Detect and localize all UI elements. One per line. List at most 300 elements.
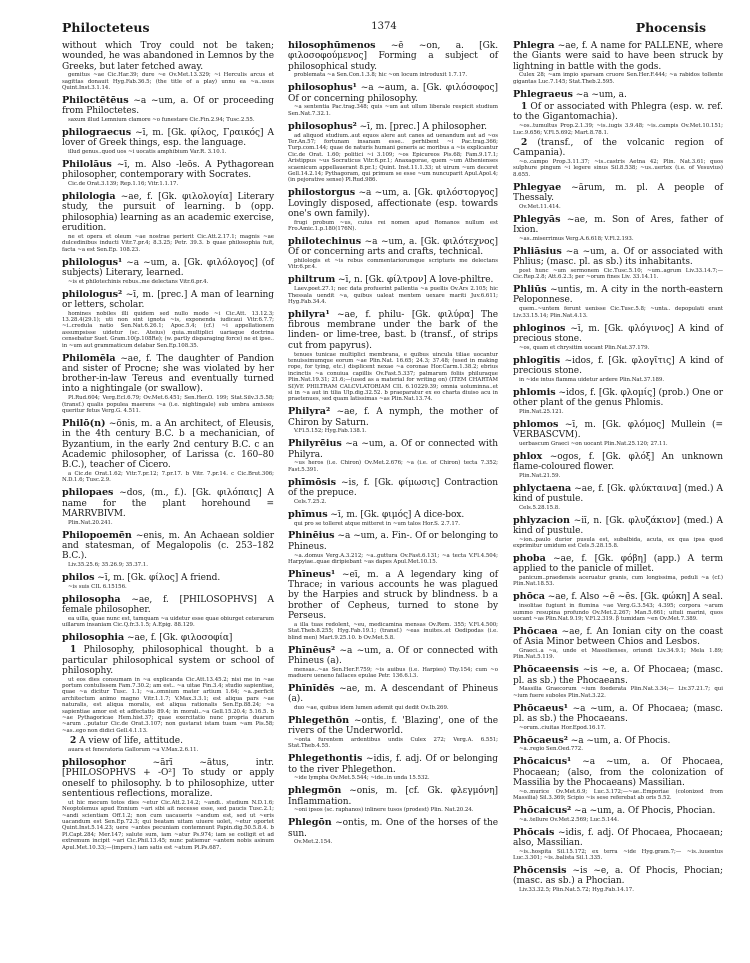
entry-definition: ~ogos, f. [Gk. φλόξ] An unknown flame-coloured flower. [513,451,723,472]
entry-headword: Phōcaea [513,625,558,637]
entry-definition: ~ae, f. [Gk. φόβη] (app.) A term applied to the panicle of millet. [513,553,723,575]
entry-citations: Liv.35.25.6; 35.26.9; 35.37.1. [68,561,148,568]
entry-headword: phlegmōn [288,785,342,797]
entry-headword: phīmus [288,508,328,520]
sense-number: 2 [70,736,77,747]
entry-headword: philotechinus [288,235,362,247]
entry-citations: Graeci..a ~a, unde et Massilienses, oriundi Liv.34.9.1; Mela 1.89; Plin.Nat.5.119. [513,647,723,661]
entry-definition: ~untis, m. A city in the north-eastern Peloponnese. [513,285,723,306]
dictionary-entry [288,478,498,506]
dictionary-entry [62,633,274,754]
entry-definition-line [288,439,498,460]
entry-definition-line [288,122,498,132]
entry-definition: ~ae, m. A descendant of Phineus (a). [288,683,499,705]
dictionary-entry [62,573,274,590]
entry-definition-line [288,478,498,499]
entry-definition: ~is ~e, a. Of Phocaea; (masc. pl. as sb.) the Phocaeans. [513,665,724,686]
entry-headword: Phlegōn [288,817,332,829]
entry-citations: insolitae fugiunt in flumina ~ae Verg.G.3.543; 4.395; corpora ~arum summo resupina profundo Ov.Met.2.267; Man.5.661; uituli marini, quos uocant ~as Plin.Nat.9.19; V.Fl.2.319. β tumidam ~en Ov.Met.7.389. [513,603,723,622]
entry-definition-line [513,806,723,816]
entry-definition: ~is, f. [Gk. φίμωσις] Contraction of the prepuce. [288,477,498,499]
entry-headword: philopaes [62,487,114,499]
entry-citations: quem..~untem ferunt uenisse Cic.Tusc.5.8; ~unta.. depopulati erant Liv.33.15.14; Plin.Nat.4.13. [513,306,723,319]
dictionary-entry [288,83,498,117]
entry-definition-line [513,704,723,725]
entry-citations: Pl.Rud.604; Verg.Ecl.6.79; Ov.Met.6.451; Sen.Her.O. 199; Stat.Silv.3.5.58; (transf.) qualis populea maerens ~a (i.e. nightingale) sub umbra amissos queritur fetus Verg.G. 4.511. [62,395,274,415]
entry-definition-line [62,160,274,181]
dictionary-entry [62,595,274,629]
entry-definition-line [62,633,274,643]
sense-text: Of or associated with Phlegra (esp. w. ref. to the Gigantomachia). [513,102,723,123]
entry-headword: Phīneus¹ [288,568,336,580]
entry-definition: ~a ~um, a. [Gk. φιλόλογος] (of subjects) Literary, learned. [62,257,275,278]
entry-definition: ~a ~um, a. Of Phocis, Phocian. [574,806,716,817]
entry-citations: Cels.7.25.2. [294,498,327,505]
entry-definition-line [513,736,723,746]
entry-headword: phlogītis [513,354,561,366]
entry-headword: Philomēla [62,352,116,364]
sense-number: 2 [521,137,528,148]
entry-citations: Massilia Graecorum ~ium foederata Plin.Nat.3.34;— Liv.37.21.7; qui ~ium fuere suboles Plin.Nat.3.22. [513,686,723,699]
entry-headword: Phōcensis [513,865,567,877]
entry-definition-line [288,818,498,839]
entry-citations: Plin.Nat.20.241. [68,519,113,526]
entry-headword: phlyctaena [513,482,572,494]
dictionary-entry [288,818,498,846]
entry-definition-line [62,488,274,519]
entry-citations: ~a..domus Verg.A.3.212; ~a..guttura Ov.Fast.6.131; ~a tecta V.Fl.4.504; Harpyiae..quae diripiebant ~as dapes Apul.Met.10.15. [288,552,498,565]
entry-definition: ~ae, f. [Gk. φιλοσοφία] [126,632,233,643]
dictionary-entry [513,866,723,894]
entry-sense [62,645,274,676]
dictionary-entry [513,806,723,823]
entry-definition: ~a ~um, a. Of or associated with Phlius; (masc. pl. as sb.) its inhabitants. [513,246,723,268]
entry-definition: ~dos, (m., f.). [Gk. φιλόπαις] A name for the plant horehound = MARRVBIVM. [62,488,274,519]
entry-headword: Phinēius [288,530,335,542]
entry-citations: a Cic.de Orat.1.62; Vitr.7.pr.12; 7.pr.17. b Vitr. 7.pr.14. c Cic.Brut.306; N.D.1.6; Tusc.2.9. [62,470,274,484]
entry-citations: ut hic mecum totos dies ~etur Cic.Att.2.14.2; ~andi.. studium N.D.1.6; Neoptolemus apud Ennium ~ari sibi ait necesse esse, sed paucis Tusc.2.1; ~andi scientiam Off.1.2; non cum uacaueris ~andum est, sed ut ~eris uacandum est Sen.Ep.72.3; qui beatam uitam uiuere uolet, ~etur oportet Quint.Inst.5.14.23; uere ~antes pecuniam contemnunt Papin.dig.50.5.8.4. b Pl.Capt.284; Mer.147; salute sum, iam ~atur Ps.974; iam se coiligit et ad extremum incipit ~ari Cic.Phil.13.45; nunc patiemur ~antem nobis asinum Apul.Met.10.33;—(impers.) iam satis est ~atum Pl.Ps.687. [62,799,274,851]
entry-definition-line [288,407,498,428]
sense-citations: ~o..campo Prop.3.11.37; ~is..castris Aetna 42; Plin. Nat.3.61; quos sulphure pingum ~i legere sinus Sil.8.538; ~us..uertex (i.e. of Vesuvius) 8.655. [513,159,723,178]
entry-citations: V.Fl.5.152; Hyg.Fab.138.1. [294,428,367,435]
dictionary-entry [288,510,498,527]
dictionary-entry [62,531,274,569]
entry-citations: homines nobiles illi quidem sed nullo modo ~i Cic.Att. 13.12.3; 13.28.4(29.1); uti non sint ignota ~is, exponenda iudicaui Vitr.6.7.7; ~i..credula natio Sen.Nat.6.26.1; Apoc.5.4; (cf.) ~i appellationem assumpsisse uidetur (sc. Ateius) quia..multiplici uariaque doctrina censebatur Suet. Gram.10(p.108Re); (w. partly disparaging force) ne et ipse.. in ~um aut grammaticum delabar Sen.Ep.108.35. [62,310,274,349]
entry-definition-line [62,531,274,562]
dictionary-entry [513,516,723,550]
dictionary-entry [62,488,274,526]
dictionary-entry [62,41,274,92]
entry-citations: uerbascum Graeci ~on uocant Plin.Nat.25.120; 27.11. [519,440,668,447]
entry-citations: ~o..murice Ov.Met.6.9; Luc.3.172;—~ae..Emporiae (colonized from Massilia) Sil.3.369; Scipio ~is sese referebat ab oris 5.52. [513,788,723,802]
entry-definition: ~ī, m. [Gk. φιμός] A dice-box. [330,509,465,520]
entry-definition: ~ontis, f. 'Blazing', one of the rivers of the Underworld. [288,715,499,737]
entry-definition: ~ī, m. [Gk. φίλος, Γραικός] A lover of Greek things, esp. the language. [62,128,275,149]
entry-definition: ~iī, n. [Gk. φλυζάκιον] (med.) A kind of pustule. [513,515,723,536]
dictionary-entry [513,736,723,753]
entry-citations: Laev.poet.27.1; nec data profuerint pallentia ~a puellis Ov.Ars 2.105; hic Thessala uendit ~a, quibus ualeat mentem uexare mariti Juv.6.611; Hyg.Fab.34.4. [288,286,498,305]
dictionary-entry [513,285,723,319]
entry-headword: hilosophūmenos [288,40,376,51]
entry-headword: Philoctētēus [62,95,129,107]
dictionary-entry [62,128,274,156]
entry-citations: Cic.de Orat.3.139; Rep.1.16; Vitr.1.1.17. [68,181,179,188]
entry-headword: Phōcaicus¹ [513,756,572,768]
dictionary-entry [62,290,274,350]
entry-definition: ~idos, f. [Gk. φλομίς] (prob.) One or other plant of the genus Phlomis. [513,387,724,408]
entry-definition: ~ī, m. [prec.] A man of learning or letters, scholar. [62,289,275,310]
entry-citations: duo ~ae, quibus idem lumen ademit qui dedit Ov.Ib.269. [294,705,449,712]
entry-definition-line [62,96,274,117]
entry-citations: Ov.Met.11.414. [519,203,561,210]
entry-definition: ~a ~um, a. [575,89,627,100]
entry-headword: philologia [62,191,116,203]
entry-definition: ~idos, f. [Gk. φλογῖτις] A kind of precious stone. [513,355,723,376]
entry-definition-line [513,324,723,345]
entry-definition-line [62,128,274,149]
entry-sense [513,138,723,159]
dictionary-entry [288,188,498,232]
dictionary-entry [288,716,498,750]
entry-citations: post hunc ~um sermonem Cic.Tusc.5.10; ~um..agrum Liv.33.14.7;—Cic.Rep.2.8; Att.6.2.3; per ~orum fines Liv. 33.14.11. [513,267,723,281]
entry-definition-line [513,247,723,268]
entry-headword: Phīnīdēs [288,682,335,694]
entry-definition-line [62,41,274,72]
entry-headword: Phōcaeus² [513,734,568,746]
entry-headword: phoba [513,552,546,564]
dictionary-entry [513,247,723,281]
dictionary-entry [513,704,723,732]
running-header [62,20,706,40]
entry-definition-line [513,90,723,100]
entry-definition-line [288,310,498,351]
dictionary-entry [288,684,498,712]
entry-definition: ~ae, m. Son of Ares, father of Ixion. [513,214,723,236]
dictionary-entry [62,354,274,415]
entry-definition-line [513,554,723,575]
entry-headword: philosopha [62,593,121,605]
dictionary-entry [62,96,274,124]
dictionary-entry [513,215,723,243]
column-2 [288,41,498,850]
entry-definition-line [513,828,723,849]
entry-definition-line [513,285,723,306]
entry-definition: ~ārum, m. pl. A people of Thessaly. [513,182,724,204]
entry-definition: ~a ~um, a. Of Phocaea, Phocaean; (also, from the colonization of Massilia by the Phocaeans) Massilian. [513,757,724,788]
entry-headword: Phōcaeensis [513,664,579,676]
dictionary-entry [62,258,274,286]
entry-headword: philos [62,571,95,583]
entry-definition-line [513,420,723,441]
sense-number: 1 [521,102,528,112]
dictionary-entry [513,41,723,85]
entry-definition-line [513,183,723,204]
entry-citations: ~a..regio Sen.Oed.772. [519,746,583,753]
dictionary-entry [513,757,723,801]
entry-definition: ~a ~um, a. Of Phocaea; (masc. pl. as sb.) the Phocaeans. [513,703,723,724]
entry-definition: without which Troy could not be taken; wounded, he was abandoned in Lemnos by the Greeks, but later fetched away. [62,41,274,72]
entry-headword: Phliāsius [513,245,562,257]
entry-citations: tenues tunicae multiplici membrana, e quibus uincula tiliae uocantur tenuissimumque eorum ~ae Plin.Nat. 16.65; 24.3; 37.48; (used in making rope, for tying, etc.) displicent nexae ~a coronae Hor.Carm.1.38.2; ebrius incinctis ~a conuiua capillis Ov.Fast.5.337; palmarum foliis philuraque Plin.Nat.19.31; 21.6;—(used as a material for writing on) (ITEM CHARTAM SI)VE PHILTRAM CALCVLATORIAM CIL 6.10229.39; omnia uoluminna..et si in ~a aut in tilia Ulp.dig.32.52. b praeparatur ex eo charta diuiso acu in praetenues, sed quam latissimas ~as Plin.Nat.13.74. [288,351,498,403]
entry-definition: ~a ~um, a. Of Phocis. [570,735,671,746]
entry-definition: ~ae, f. The daughter of Pandion and sister of Procne; she was violated by her brother-in-law Tereus and eventually turned into a nightingale (or swallow). [62,353,275,395]
entry-citations: philologis et ~is rebus commentariorumque scripturis me delectans Vitr.6.pr.4. [288,258,498,271]
entry-citations: Liv.33.32.5; Plin.Nat.5.72; Hyg.Fab.14.17. [519,887,634,894]
entry-definition-line [62,595,274,616]
entry-definition-line [62,354,274,395]
entry-definition: ~a ~um, a. Of or proceeding from Philoctetes. [62,96,275,117]
entry-definition-line [513,215,723,236]
entry-definition-line [288,570,498,621]
entry-definition-line [513,388,723,409]
entry-citations: Plin.Nat.25.121. [519,408,564,415]
dictionary-entry [288,122,498,184]
dictionary-entry [288,407,498,435]
dictionary-entry [513,183,723,211]
left-guideword: Philocteteus [62,20,150,35]
entry-definition: ~ōnis, m. a An architect, of Eleusis, in the 4th century B.C. b a mechanician, of Byzantium, in the early 2nd century B.C. c an Academic philosopher, of Larissa (c. 160–80 B.C.), teacher of Cicero. [62,418,274,471]
entry-citations: Plin.Nat.21.59. [519,472,561,479]
entry-citations: ~as..miserrimus Verg.A.6.618; V.Fl.2.193. [519,235,634,242]
entry-definition: ~ī, m. [prec.] A philosopher. [359,121,487,132]
entry-headword: phīmōsis [288,476,336,488]
entry-definition: ~ae, f. Also ~ē ~ēs. [Gk. φώκη] A seal. [547,592,723,603]
dictionary-entry [62,419,274,484]
entry-citations: ~os, quam et chrysitim uocant Plin.Nat.37.179. [519,344,650,351]
entry-definition-line [288,716,498,737]
dictionary-entry [288,646,498,680]
entry-citations: ne et opera et oleum ~ae nostrae perierit Cic.Att.2.17.1; magnis ~ae dulcedinibus inducti Vitr.7.pr.4; 8.3.25; Petr. 39.3. b quae philosophia fuit, facta ~a est Sen.Ep. 108.23. [62,233,274,253]
entry-definition-line [513,516,723,537]
entry-definition: ~ae, f. [Gk. φλύκταινα] (med.) A kind of pustule. [513,483,724,504]
entry-definition-line [288,531,498,552]
entry-definition-line [62,192,274,233]
entry-definition: ~a ~um, a. [Gk. φιλότεχνος] Of or concerning arts and crafts, technical. [288,236,499,258]
dictionary-entry [513,828,723,862]
entry-definition-line [288,188,498,219]
entry-definition-line [513,627,723,648]
entry-headword: Phlegethontis [288,753,363,765]
entry-definition-line [513,665,723,686]
entry-citations: ~onta furentem ardentibus undis Culex 272; Verg.A. 6.551; Stat.Theb.4.55. [288,737,498,750]
entry-definition: ~ī, n. [Gk. φίλτρον] A love-philtre. [338,275,494,286]
entry-headword: philologus¹ [62,256,123,268]
entry-definition: ~onis, m. [cf. Gk. φλεγμόνη] Inflammation. [288,786,499,807]
entry-headword: phlyzacion [513,514,570,526]
entry-definition: ~ē ~on, a. [Gk. φιλοσοφούμενος] Forming a subject of philosophical study. [288,41,498,72]
entry-definition: ~a ~um, a. Of or connected with Philyra. [288,439,499,460]
entry-definition-line [288,83,498,104]
dictionary-entry [513,420,723,448]
dictionary-entry [62,758,274,851]
sense-text: A view of life, attitude. [79,736,183,747]
entry-definition: ~ae, f. [Gk. φιλολογία] Literary study, the pursuit of learning. b (opp. philosophia) learning as an academic exercise, erudition. [62,192,275,233]
entry-citations: a illa tuas redolent, ~eu, medicamina mensas Ov.Rem. 355; V.Fl.4.500; Stat.Theb.8.255; Hyg.Fab.19.1; (transf.) ~eas inuites..et Oedipodas (i.e. blind men) Mart.9.25.10. b Ov.Met.5.8. [288,621,498,641]
dictionary-entry [288,570,498,641]
entry-citations: gemitus ~ae Cic.Har.39; dure ~e Ov.Met.13.329; ~i Herculis arcus et sagittas donauit Hyg.Fab.36.5; (the title of a play) unnu ea ~a..usus Quint.Inst.3.1.14. [62,72,274,92]
entry-citations: Ov.Met.2.154. [294,839,333,846]
dictionary-entry [288,237,498,271]
entry-headword: Philō(n) [62,417,106,429]
entry-definition: ~ī, m. [Gk. φίλος] A friend. [97,572,221,583]
dictionary-entry [513,388,723,416]
entry-headword: philtrum [288,274,336,286]
entry-citations: ~is suis CIL 6.15156. [68,583,127,590]
entry-citations: saxum illud Lemnium clamore ~o funestare Cic.Fin.2.94; Tusc.2.55. [68,117,255,124]
entry-definition: ~idis, f. adj. Of or belonging to the river Phlegethon. [288,754,498,775]
entry-citations: illud genus..quod uos ~i uocatis amphibium Var.R. 3.10.1. [68,149,227,156]
right-guideword: Phocensis [635,20,706,35]
column-1 [62,41,274,855]
sense-text: Philosophy, philosophical thought. b a particular philosophical system or school of philosophy. [62,645,274,676]
dictionary-entry [288,531,498,565]
entry-definition-line [62,573,274,583]
entry-headword: phlomos [513,418,559,430]
entry-definition: ~a ~um, a. [Gk. φιλόστοργος] Lovingly disposed, affectionate (esp. towards one's own family). [288,188,498,219]
entry-definition-line [513,757,723,788]
dictionary-entry [513,484,723,512]
dictionary-entry [62,160,274,188]
dictionary-entry [288,275,498,305]
entry-definition: ~ae, f. An Ionian city on the coast of Asia Minor between Chios and Lesbos. [513,626,724,648]
entry-citations: ~is..hospita Sil.15.172; ex terra ~ide Hyg.gram.7;— ~is..iuuentus Luc.3.301; ~is..balista Sil.1.335. [513,848,723,862]
entry-headword: Phōcais [513,826,555,838]
entry-headword: philosophia [62,631,125,643]
entry-definition: ~a ~um, a. Of or connected with Phineus (a). [288,645,499,666]
entry-headword: Phīnēus² [288,644,336,656]
entry-citations: ~is et philotechinis rebus..me delectans Vitr.6.pr.4. [68,278,209,285]
entry-headword: phlomis [513,386,556,398]
entry-citations: ~oni ipsos (sc. raphanos) inlinere tusos (prodest) Plin. Nat.20.24. [294,807,474,814]
column-3 [513,41,723,898]
entry-citations: ~us heros (i.e. Chiron) Ov.Met.2.676; ~a (i.e. of Chiron) tecta 7.352; Fast.5.391. [288,460,498,473]
dictionary-entry [513,90,723,179]
entry-citations: ~a sententia Pac.trag.348; quis ~um aut ullum liberale respicit studium Sen.Nat.7.32.1. [288,104,498,117]
entry-headword: Phlegraeus [513,88,573,100]
dictionary-entry [62,192,274,253]
entry-headword: philosophus¹ [288,82,357,94]
dictionary-entry [288,754,498,782]
entry-definition-line [288,754,498,775]
entry-citations: ea uilla, quae nunc est, tamquam ~a uidetur esse quae obiurget ceterarum uillarum insaniam Cic.Q.fr.3.1.5; A.Epig. 88.129. [62,615,274,629]
entry-definition: ~ae, f. A name for PALLENE, where the Giants were said to have been struck by lightning in battle with the gods. [513,41,724,72]
entry-headword: Philyrēius [288,438,342,450]
dictionary-entry [513,324,723,352]
dictionary-entry [288,439,498,473]
sense-citations: ut eos dies consumam in ~a explicanda Cic.Att.13.45.2; nisi me in ~ae portum contulissem Fam.7.30.2; am est.. ~a uitae Fin.3.4; studio sapientiae, quae ~a dicitur Tusc. 1.1; ~a..omnium mater artium 1.64; ~a..perficit architectum animo magno Vitr.1.1.7; V.Max.3.3.1; est aliqua pars ~ae naturalis, est aliqua moralis, est aliqua rationalis Sen.Ep.88.24; ~a sapientiae amor est et adfectatio 89.4; in morali..~a Gell.15.20.4; 5.16.5. b ~ae Pythagoricae Hem.hist.37; quae exercitatio nunc propria duarum ~arum ..putatur Cic.de Orat.3.107; non gustarat istam tuam ~am Pis.58; ~as..ego non didici Gell.4.1.13. [62,676,274,734]
entry-definition: ~is ~e, a. Of Phocis, Phocian; (masc. as sb.) a Phocian. [513,866,723,887]
entry-definition: ~eī, m. a A legendary king of Thrace; in various accounts he was plagued by the Harpies and struck by blindness. b a brother of Cepheus, turned to stone by Perseus. [288,569,499,622]
entry-definition: ~ontis, m. One of the horses of the sun. [288,818,499,839]
entry-citations: ~ion..paulo durior pusula est, subalbida, acuta, ex qua ipsa quod exprimitur umidum est Cels.5.28.15.8. [513,536,723,550]
entry-definition: ~ī, m. [Gk. φλόμος] Mullein (= VERBASCVM). [513,419,724,440]
dictionary-entry [288,41,498,79]
entry-definition: ~ae, f. [PHILOSOPHVS] A female philosopher. [62,594,274,615]
entry-definition-line [513,452,723,473]
dictionary-entry [288,310,498,403]
entry-definition-line [513,41,723,72]
entry-definition: ~ārī ~ātus, intr. [PHILOSOPHVS + -O²] To study or apply oneself to philosophy. b to philosophize, utter sententious reflections, moralize. [62,758,274,799]
entry-definition-line [62,290,274,311]
entry-headword: phloginos [513,322,566,334]
dictionary-entry [513,665,723,699]
dictionary-entry [513,452,723,480]
entry-citations: qui pro se tolleret atque mitteret in ~um talos Hor.S. 2.7.17. [294,520,460,527]
entry-headword: philograecus [62,127,132,139]
entry-headword: Phliūs [513,284,547,296]
entry-definition: ~a ~um, a. Fin-. Of or belonging to Phineus. [288,531,498,552]
entry-definition-line [288,237,498,258]
entry-citations: Culex 28; ~am impio sparsam cruore Sen.Her.F.444; ~a rabidos tollente gigantas Luc.7.145; Stat.Theb.2.595. [513,72,723,85]
entry-citations: ~orum..ciuitas Hor.Epod.16.17. [519,724,606,731]
entry-headword: Philopoemēn [62,529,132,541]
entry-headword: phōca [513,591,545,603]
sense-text: (transf., of the volcanic region of Campania). [513,137,723,159]
entry-definition: ~idis, f. adj. Of Phocaea, Phocaean; also, Massilian. [513,827,723,849]
entry-definition-line [513,484,723,505]
entry-citations: panicum..praedensis aceruatur granis, cum longissima, peduli ~a (cf.) Plin.Nat.18.53. [513,575,723,588]
entry-definition-line [288,275,498,285]
entry-citations: frugi probum ~us, cuius rei nomen apud Romanos nullum est Fro.Amic.1.p.180(176N). [288,219,498,233]
entry-headword: Phōcaicus² [513,805,572,817]
entry-definition: ~enis, m. An Achaean soldier and statesman, of Megalopolis (c. 253–182 B.C.). [62,530,275,562]
entry-headword: Phlegyās [513,213,561,225]
entry-citations: ~ide lympha Ov.Met.5.544; ~ide..in unda 15.532. [294,775,430,782]
entry-definition: ~ae, f. philu- [Gk. φιλύρα] The fibrous membrane under the bark of the linden- or lime-tree, bast. b (transf., of strips cut from papyrus). [288,309,498,351]
entry-sense [62,736,274,746]
entry-headword: Phlegra [513,40,555,51]
entry-headword: philologus² [62,288,123,300]
entry-headword: philyra¹ [288,308,330,320]
dictionary-entry [513,592,723,622]
dictionary-entry [513,554,723,588]
entry-headword: philosophor [62,757,126,768]
dictionary-entry [513,356,723,384]
entry-headword: philostorgus [288,187,356,199]
entry-definition-line [288,786,498,807]
entry-citations: mensas..~as Sen.Her.F.759; ~is auibus (i.e. Harpies) Thy.154; cum ~o maduere ueneno fallaces epulae Petr. 136.6.l.3. [288,666,498,680]
entry-citations: ~a..tellure Ov.Met.2.569; Luc.5.144. [519,816,619,823]
entry-definition: ~ī, m. Also -leōs. A Pythagorean philosopher, contemporary with Socrates. [62,160,275,181]
entry-sense [513,102,723,123]
entry-headword: phlox [513,450,543,462]
entry-definition-line [513,592,723,602]
entry-definition: ~ae, f. A nymph, the mother of Chiron by Saturn. [288,407,498,428]
entry-definition: ~ī, m. [Gk. φλόγινος] A kind of precious stone. [513,323,724,344]
entry-definition-line [62,758,274,799]
entry-definition: ~a ~aum, a. [Gk. φιλόσοφος] Of or concerning philosophy. [288,83,498,104]
entry-definition-line [288,510,498,520]
entry-headword: Philolāus [62,159,112,171]
entry-headword: Philyra² [288,406,331,418]
page-number: 1374 [371,21,397,32]
entry-citations: problemata ~a Sen.Con.1.3.8; hic ~on locum introduxit 1.7.17. [294,72,468,79]
dictionary-entry [513,627,723,661]
entry-headword: Phōcaeus¹ [513,702,568,714]
sense-citations: auara et feneratoria Gallorum ~a V.Max.2.6.11. [68,747,199,754]
entry-definition-line [288,646,498,667]
entry-headword: philosophus² [288,120,357,132]
entry-definition-line [62,419,274,470]
entry-citations: ad aliquod studium..aut equos alere aut canes ad uenandum aut ad ~os Ter.An.57; fortunam insanam esse.. perhibent ~i Pac.trag.366; Turp.com.144; quae de naturis humani generis ac moribus a ~is explicantur Cic.de Orat. 1.60; politici ~i 3.109; ~os Epicureos Pis.68; Fam.9.17.1; Aristippus ~us Socraticus Vitr.6.pr.1; Anaxagorae, quem ~um Athenienses scaenicum appellauerant 8.pr.1; Quint. Inst.11.1.33; ut uirum ~um deceret Gell.14.2.14; Pythagoram, qui primum se esse ~um nuncuparit Apul.Apol.4; (in pejorative sense) Pl.Rud.986. [288,132,498,184]
entry-headword: Phlegyae [513,181,562,193]
entry-definition-line [513,356,723,377]
entry-definition-line [62,258,274,279]
entry-definition-line [288,41,498,72]
entry-headword: Phlegethōn [288,714,350,726]
entry-definition-line [288,684,498,705]
entry-definition-line [513,866,723,887]
